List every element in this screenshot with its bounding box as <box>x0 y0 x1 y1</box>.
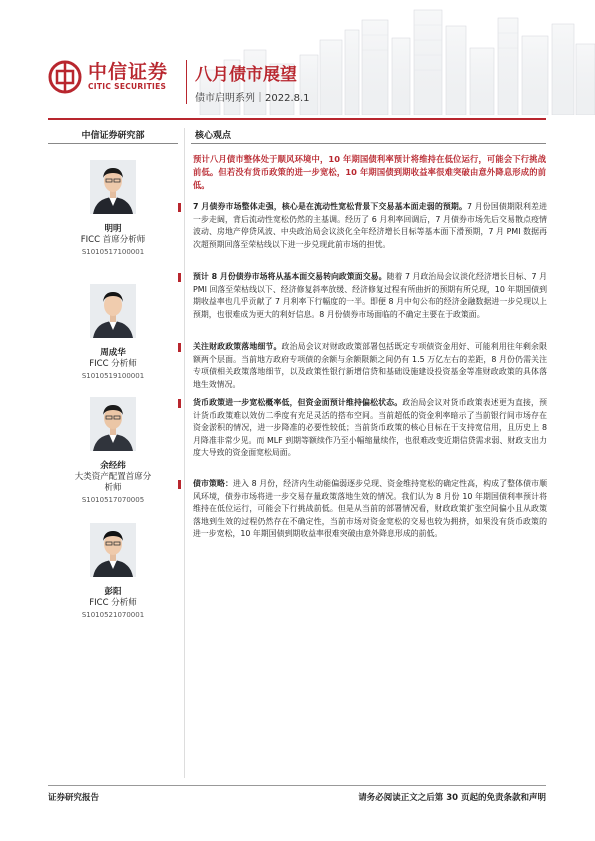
analyst-title: FICC 分析师 <box>89 598 137 608</box>
analyst-title: FICC 首席分析师 <box>80 235 146 245</box>
summary-paragraph: 预计八月债市整体处于顺风环境中，10 年期国债利率预计将维持在低位运行，可能会下行挑战前低。但若没有货币政策的进一步宽松，10 年期国债到期收益率很难突破由意外降息形成的前低。 <box>193 154 546 190</box>
footer-report-type: 证券研究报告 <box>48 793 100 803</box>
analyst-card <box>48 284 178 381</box>
analyst-title: 大类资产配置首席分析师 <box>74 472 152 493</box>
header-rule <box>48 118 546 120</box>
report-title: 八月债市展望 <box>195 65 297 85</box>
analyst-name: 周成华 <box>100 348 126 358</box>
bullet-point <box>178 397 547 460</box>
bullet-lead: 关注财政政策落地细节。 <box>193 342 282 351</box>
report-subtitle: 债市启明系列｜2022.8.1 <box>195 93 310 104</box>
bullet-marker <box>178 480 181 489</box>
right-heading-rule <box>191 143 546 144</box>
analyst-photo <box>90 397 136 451</box>
bullet-point <box>178 341 547 391</box>
bullet-point <box>178 478 547 541</box>
analyst-card <box>48 160 178 257</box>
bullet-lead: 债市策略： <box>193 479 233 488</box>
analyst-license: S1010519100001 <box>81 372 145 380</box>
bullet-marker <box>178 343 181 352</box>
citic-logo-icon <box>48 60 82 94</box>
bullet-body: 随着 7 月政治局会议淡化经济增长目标、7 月 PMI 回落至荣枯线以下、经济修复斜率放缓、经济修复过程有所曲折的预期有所兑现，10 年期国债到期收益率也几乎贡献了 7 月利率下行幅度的一半。即便 8 月中旬公布的经济金融数据进一步兑现以上预期，也很难成为更大的利好信息。8 月份债券市场面临的不确定主要在于政策面。 <box>193 272 547 319</box>
bullet-lead: 货币政策进一步宽松概率低，但资金面预计维持偏松状态。 <box>193 398 403 407</box>
analyst-license: S1010517100001 <box>81 248 145 256</box>
bullet-marker <box>178 399 181 408</box>
research-dept-heading: 中信证券研究部 <box>81 131 145 141</box>
analyst-license: S1010517070005 <box>81 496 145 504</box>
analyst-name: 余经纬 <box>100 461 126 471</box>
logo-chinese: 中信证券 <box>88 61 169 83</box>
core-views-heading: 核心观点 <box>195 131 232 141</box>
logo-english: CITIC SECURITIES <box>88 82 167 91</box>
bullet-body: 政治局会议对财政政策部署包括既定专项债资金用好、可能利用往年剩余限额两个层面。当前地方政府专项债的余额与余额限额之间仍有 1.5 万亿左右的差距，8 月份仍需关注专项债相关政策落地细节，以及政策性银行新增信贷和基础设施建设投资基金等准财政政策的具体落地生效情况。 <box>193 342 547 389</box>
bullet-point <box>178 271 547 321</box>
analyst-title: FICC 分析师 <box>89 359 137 369</box>
analyst-photo <box>90 523 136 577</box>
bullet-body: 政治局会议对货币政策表述更为直接，预计货币政策难以效仿二季度有充足灵活的搭布空间。当前超低的资金利率暗示了当前银行间市场存在资金淤积的情况，进一步降准的必要性较低；当前货币政策的核心目标在于支持宽信用，且历史上 8 月降准非常少见。而 MLF 到期等额续作乃至小幅缩量续作，也很难改变近期信贷需求弱、财政支出力度大导致的资金面宽松局面。 <box>193 398 547 458</box>
bullet-marker <box>178 203 181 212</box>
analyst-name: 明明 <box>104 224 122 234</box>
bullet-point <box>178 201 547 251</box>
analyst-photo <box>90 160 136 214</box>
analyst-license: S1010521070001 <box>81 611 145 619</box>
bullet-lead: 预计 8 月份债券市场将从基本面交易转向政策面交易。 <box>193 272 387 281</box>
bullet-marker <box>178 273 181 282</box>
analyst-name: 彭阳 <box>104 587 122 597</box>
left-heading-rule <box>48 143 178 144</box>
analyst-card <box>48 523 178 620</box>
analyst-card <box>48 397 178 505</box>
analyst-photo <box>90 284 136 338</box>
footer-disclaimer: 请务必阅读正文之后第 30 页起的免责条款和声明 <box>358 793 546 803</box>
bullet-lead: 7 月债券市场整体走强，核心是在流动性宽松背景下交易基本面走弱的预期。 <box>193 202 468 211</box>
company-logo <box>48 60 168 94</box>
header-divider <box>186 60 187 104</box>
bullet-body: 进入 8 月份，经济内生动能偏弱逐步兑现、资金维持宽松的确定性高，构成了整体债市顺风环境，债券市场将进一步交易存量政策落地生效的情况。我们认为 8 月份 10 年期国债利率预计将维持在低位运行，可能会下行挑战前低。但是从当前的部署情况看，财政政策扩张空间偏小且从政策落地到生效的过程仍然存在不确定性，当前市场对资金宽松的交易也较为拥挤，如果没有货币政策的进一步宽松，10 年期国债到期收益率很难突破由意外降息形成的前低。 <box>193 479 547 539</box>
bullet-body: 7 月份国债期限利差进一步走阔，背后流动性宽松仍然的主基调。经历了 6 月利率回调后，7 月债券市场先后交易散点疫情波动、房地产停贷风波、中央政治局会议淡化全年经济增长目标等基本面下滑预期，7 月 PMI 数据再次超预期回落至荣枯线以下进一步兑现此前市场的担忧。 <box>193 202 548 249</box>
footer-rule <box>48 785 546 786</box>
